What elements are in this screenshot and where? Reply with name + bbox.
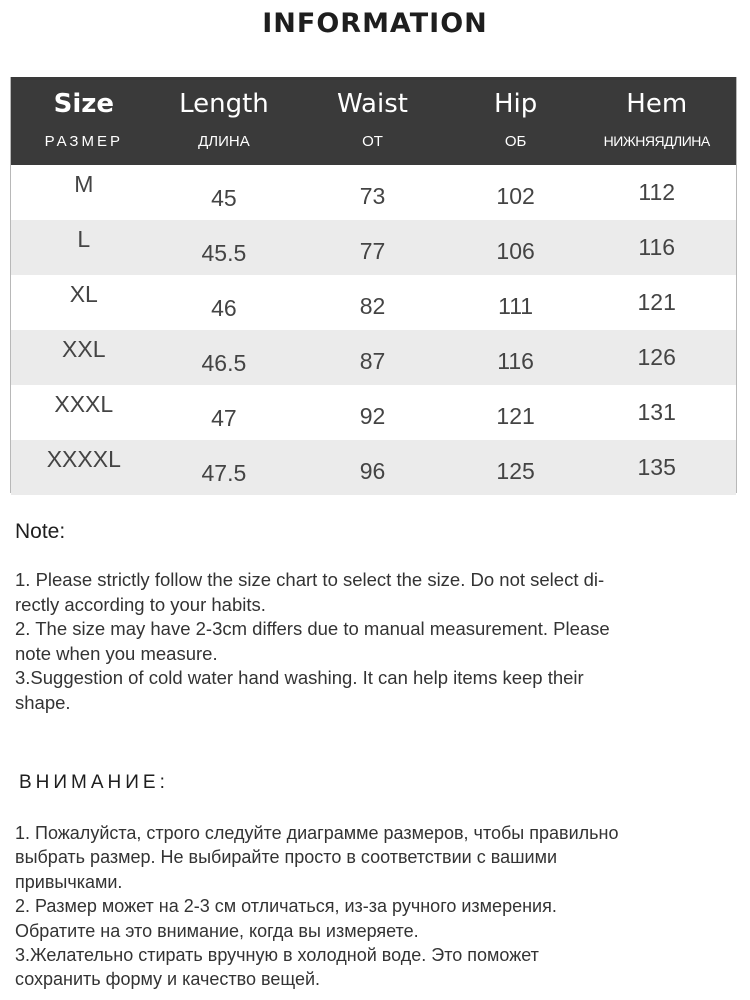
header-hem-ru: НИЖНЯЯДЛИНА xyxy=(603,133,710,149)
note-line: shape. xyxy=(15,691,71,713)
cell-waist: 96 xyxy=(359,458,386,484)
header-size xyxy=(11,77,157,165)
cell-length: 46.5 xyxy=(201,350,247,376)
cell-hem: 116 xyxy=(638,234,676,260)
cell-length: 46 xyxy=(211,295,237,321)
header-size-en: Size xyxy=(53,89,114,119)
cell-length: 45 xyxy=(211,185,237,211)
cell-hem: 112 xyxy=(638,179,676,205)
cell-length: 47.5 xyxy=(201,460,247,486)
attention-text xyxy=(15,821,745,992)
header-hip-ru: ОБ xyxy=(504,133,527,150)
table-header xyxy=(11,77,736,165)
attention-line: 2. Размер может на 2-3 см отличаться, из-за ручного измерения. xyxy=(15,896,557,917)
cell-waist: 92 xyxy=(359,403,386,429)
cell-size: M xyxy=(74,171,94,197)
header-waist xyxy=(291,77,454,165)
header-hip-en: Hip xyxy=(493,89,538,119)
header-hip xyxy=(454,77,578,165)
note-text xyxy=(15,568,730,715)
page-title: INFORMATION xyxy=(262,8,488,39)
header-length xyxy=(157,77,292,165)
attention-line: выбрать размер. Не выбирайте просто в соответствии с вашими xyxy=(15,847,558,868)
table-row xyxy=(11,330,736,385)
cell-length: 45.5 xyxy=(201,240,247,266)
cell-size: XL xyxy=(69,281,98,307)
cell-size: L xyxy=(77,226,91,252)
cell-size: XXXXL xyxy=(46,446,121,472)
note-line: note when you measure. xyxy=(15,642,218,664)
header-hem xyxy=(577,77,736,165)
cell-hip: 121 xyxy=(496,403,535,429)
table-row xyxy=(11,220,736,275)
header-hem-en: Hem xyxy=(626,89,688,119)
attention-line: 3.Желательно стирать вручную в холодной воде. Это поможет xyxy=(15,945,539,966)
cell-hip: 102 xyxy=(496,183,535,209)
table-row xyxy=(11,275,736,330)
note-line: rectly according to your habits. xyxy=(15,593,266,615)
table-row xyxy=(11,165,736,220)
cell-waist: 82 xyxy=(359,293,386,319)
attention-line: сохранить форму и качество вещей. xyxy=(15,969,321,990)
cell-hip: 106 xyxy=(496,238,535,264)
note-line: 1. Please strictly follow the size chart to select the size. Do not select di- xyxy=(15,569,605,590)
note-line: 3.Suggestion of cold water hand washing. It can help items keep their xyxy=(15,667,584,688)
header-length-ru: ДЛИНА xyxy=(198,133,250,150)
cell-size: XXXL xyxy=(54,391,114,417)
attention-line: привычками. xyxy=(15,871,123,892)
note-heading: Note: xyxy=(15,520,66,543)
cell-hip: 116 xyxy=(497,348,534,374)
attention-line: 1. Пожалуйста, строго следуйте диаграмме размеров, чтобы правильно xyxy=(15,823,619,843)
header-size-ru: РАЗМЕР xyxy=(44,133,123,150)
header-waist-ru: ОТ xyxy=(362,133,383,150)
cell-hem: 135 xyxy=(637,454,676,480)
cell-waist: 77 xyxy=(359,238,386,264)
table-row xyxy=(11,385,736,440)
cell-waist: 87 xyxy=(359,348,386,374)
attention-heading: ВНИМАНИЕ: xyxy=(19,772,169,793)
cell-waist: 73 xyxy=(359,183,386,209)
header-length-en: Length xyxy=(179,89,269,119)
cell-hem: 126 xyxy=(637,344,676,370)
cell-hip: 111 xyxy=(498,293,534,319)
cell-hem: 121 xyxy=(637,289,676,315)
table-row xyxy=(11,440,736,495)
header-waist-en: Waist xyxy=(337,89,408,119)
cell-hem: 131 xyxy=(637,399,676,425)
note-line: 2. The size may have 2-3cm differs due to manual measurement. Please xyxy=(15,618,610,639)
size-chart-table xyxy=(10,77,737,493)
cell-size: XXL xyxy=(62,336,106,362)
attention-line: Обратите на это внимание, когда вы измеряете. xyxy=(15,920,419,941)
cell-length: 47 xyxy=(211,405,237,431)
cell-hip: 125 xyxy=(496,458,535,484)
